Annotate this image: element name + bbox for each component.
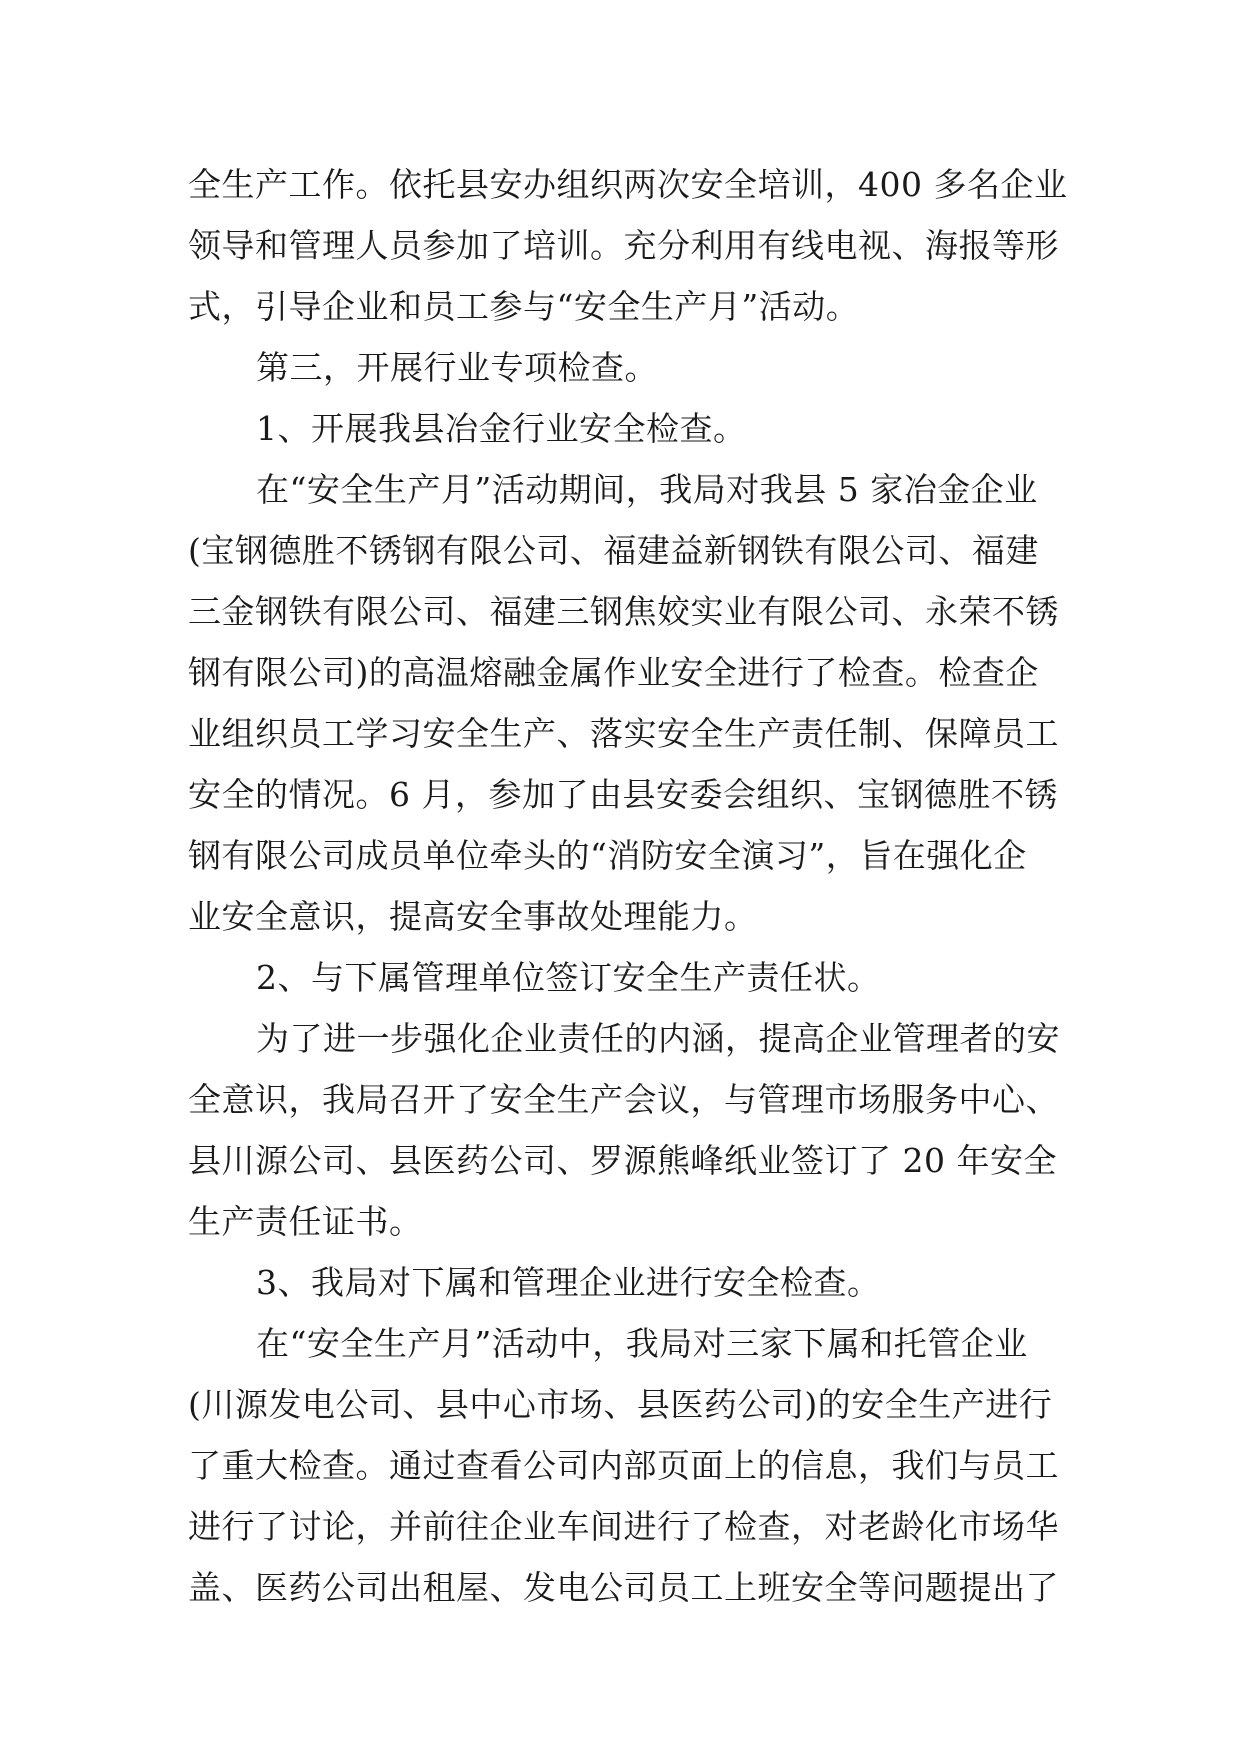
text-line: 生产责任证书。 xyxy=(188,1202,423,1241)
text-line: 县川源公司、县医药公司、罗源熊峰纸业签订了 20 年安全 xyxy=(188,1141,1057,1180)
section-heading: 第三，开展行业专项检查。 xyxy=(256,348,658,387)
text-line: 领导和管理人员参加了培训。充分利用有线电视、海报等形 xyxy=(188,226,1059,265)
text-line: 钢有限公司成员单位牵头的“消防安全演习”，旨在强化企 xyxy=(188,836,1027,875)
text-line: 在“安全生产月”活动中，我局对三家下属和托管企业 xyxy=(256,1324,1028,1363)
body-text xyxy=(188,154,1068,1618)
text-line: (川源发电公司、县中心市场、县医药公司)的安全生产进行 xyxy=(188,1385,1053,1424)
text-line: 式，引导企业和员工参与“安全生产月”活动。 xyxy=(188,287,860,326)
subsection-heading: 1、开展我县冶金行业安全检查。 xyxy=(256,409,747,448)
text-line: 业安全意识，提高安全事故处理能力。 xyxy=(188,897,758,936)
text-line: 安全的情况。6 月，参加了由县安委会组织、宝钢德胜不锈 xyxy=(188,775,1058,814)
text-line: (宝钢德胜不锈钢有限公司、福建益新钢铁有限公司、福建 xyxy=(188,531,1039,570)
text-line: 在“安全生产月”活动期间，我局对我县 5 家冶金企业 xyxy=(256,470,1038,509)
text-line: 盖、医药公司出租屋、发电公司员工上班安全等问题提出了 xyxy=(188,1568,1059,1607)
subsection-heading: 3、我局对下属和管理企业进行安全检查。 xyxy=(256,1263,881,1302)
text-line: 进行了讨论，并前往企业车间进行了检查，对老龄化市场华 xyxy=(188,1507,1059,1546)
text-line: 了重大检查。通过查看公司内部页面上的信息，我们与员工 xyxy=(188,1446,1059,1485)
text-line: 为了进一步强化企业责任的内涵，提高企业管理者的安 xyxy=(256,1019,1060,1058)
text-line: 三金钢铁有限公司、福建三钢焦姣实业有限公司、永荣不锈 xyxy=(188,592,1059,631)
text-line: 业组织员工学习安全生产、落实安全生产责任制、保障员工 xyxy=(188,714,1059,753)
text-line: 全生产工作。依托县安办组织两次安全培训，400 多名企业 xyxy=(188,165,1068,204)
text-line: 钢有限公司)的高温熔融金属作业安全进行了检查。检查企 xyxy=(188,653,1039,692)
text-line: 全意识，我局召开了安全生产会议，与管理市场服务中心、 xyxy=(188,1080,1059,1119)
subsection-heading: 2、与下属管理单位签订安全生产责任状。 xyxy=(256,958,881,997)
